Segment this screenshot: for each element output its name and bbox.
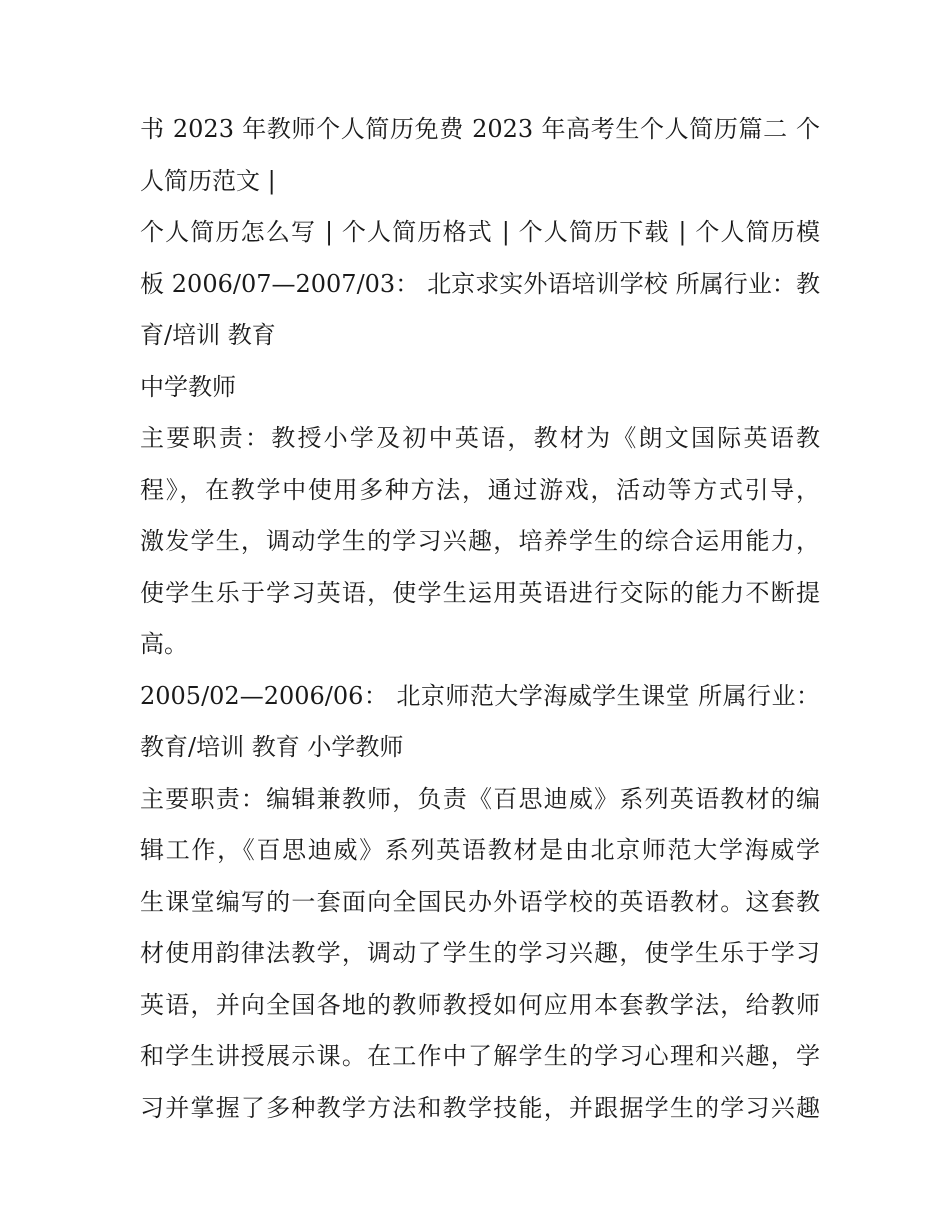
text-line: 板 2006/07—2007/03： 北京求实外语培训学校 所属行业：教 — [140, 269, 820, 298]
text-line: 辑工作，《百思迪威》系列英语教材是由北京师范大学海威学 — [140, 836, 820, 864]
text-line: 使学生乐于学习英语，使学生运用英语进行交际的能力不断提 — [140, 578, 820, 607]
text-line: 教育/培训 教育 小学教师 — [140, 733, 404, 761]
text-line: 2005/02—2006/06： 北京师范大学海威学生课堂 所属行业： — [140, 681, 820, 710]
text-line: 中学教师 — [140, 372, 236, 401]
document-body — [140, 104, 820, 1134]
text-line: 激发学生，调动学生的学习兴趣，培养学生的综合运用能力， — [140, 527, 820, 555]
text-line: 程》，在教学中使用多种方法，通过游戏，活动等方式引导， — [140, 475, 820, 504]
text-line: 生课堂编写的一套面向全国民办外语学校的英语教材。这套教 — [140, 887, 820, 916]
text-line: 英语，并向全国各地的教师教授如何应用本套教学法，给教师 — [140, 990, 820, 1019]
text-line: 个人简历怎么写 | 个人简历格式 | 个人简历下载 | 个人简历模 — [140, 218, 820, 246]
text-line: 习并掌握了多种教学方法和教学技能，并跟据学生的学习兴趣 — [140, 1093, 820, 1122]
text-line: 书 2023 年教师个人简历免费 2023 年高考生个人简历篇二 个 — [140, 115, 820, 143]
text-line: 主要职责：编辑兼教师，负责《百思迪威》系列英语教材的编 — [140, 784, 820, 813]
text-line: 人简历范文 | — [140, 166, 276, 195]
text-line: 和学生讲授展示课。在工作中了解学生的学习心理和兴趣，学 — [140, 1042, 820, 1070]
text-line: 高。 — [140, 630, 188, 658]
text-line: 主要职责：教授小学及初中英语，教材为《朗文国际英语教 — [140, 424, 820, 452]
text-line: 材使用韵律法教学，调动了学生的学习兴趣，使学生乐于学习 — [140, 939, 820, 967]
text-line: 育/培训 教育 — [140, 321, 276, 349]
